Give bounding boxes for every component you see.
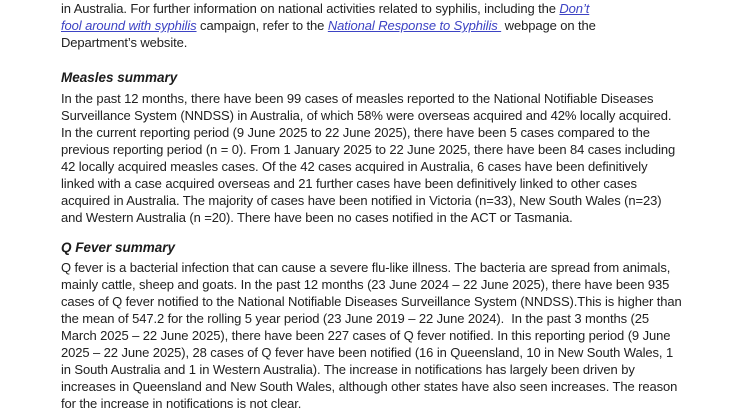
text-line: linked with a case acquired overseas and 21 further cases have been definitively linked to other cases — [61, 176, 637, 191]
text-line: Department’s website. — [61, 35, 188, 50]
text-line — [61, 17, 721, 34]
qfever-paragraph — [61, 259, 721, 410]
text-line: cases of Q fever notified to the National Notifiable Diseases Surveillance System (NNDSS).This is higher than — [61, 294, 682, 309]
measles-summary-heading: Measles summary — [61, 70, 178, 85]
link-dont-fool-around-with-syphilis[interactable]: Don’t — [559, 1, 590, 16]
text-line: acquired in Australia. The majority of cases have been notified in Victoria (n=33), New South Wales (n=23) — [61, 193, 662, 208]
intro-text-2: campaign, refer to the — [196, 18, 328, 33]
text-line: In the past 12 months, there have been 99 cases of measles reported to the National Notifiable Diseases — [61, 91, 654, 106]
measles-paragraph — [61, 90, 721, 226]
text-line: 42 locally acquired measles cases. Of the 42 cases acquired in Australia, 6 cases have been definitively — [61, 159, 648, 174]
text-line: mainly cattle, sheep and goats. In the past 12 months (23 June 2024 – 22 June 2025), there have been 935 — [61, 277, 670, 292]
intro-paragraph — [61, 0, 721, 51]
link-national-response-to-syphilis[interactable]: National Response to Syphilis — [327, 18, 502, 33]
text-line: Surveillance System (NNDSS) in Australia, of which 58% were overseas acquired and 42% locally acquired. — [61, 108, 672, 123]
text-line: Q fever is a bacterial infection that can cause a severe flu-like illness. The bacteria are spread from animals, — [61, 260, 671, 275]
link-dont-fool-around-with-syphilis[interactable]: fool around with syphilis — [61, 18, 197, 33]
text-line: March 2025 – 22 June 2025), there have been 227 cases of Q fever notified. In this reporting period (9 June — [61, 328, 671, 343]
text-line — [61, 0, 721, 17]
text-line: previous reporting period (n = 0). From 1 January 2025 to 22 June 2025, there have been 84 cases including — [61, 142, 676, 157]
text-line: the mean of 547.2 for the rolling 5 year period (23 June 2019 – 22 June 2024). In the past 3 months (25 — [61, 311, 649, 326]
qfever-summary-heading: Q Fever summary — [61, 240, 176, 255]
intro-text-1: in Australia. For further information on national activities related to syphilis, including the — [61, 1, 560, 16]
text-line: in South Australia and 1 in Western Australia). The increase in notifications has largely been driven by — [61, 362, 635, 377]
text-line: increases in Queensland and New South Wales, although other states have also seen increases. The reason — [61, 379, 678, 394]
intro-text-3: webpage on the — [501, 18, 596, 33]
text-line: for the increase in notifications is not clear. — [61, 396, 302, 410]
text-line: 2025 – 22 June 2025), 28 cases of Q fever have been notified (16 in Queensland, 10 in New South Wales, 1 — [61, 345, 674, 360]
text-line: In the current reporting period (9 June 2025 to 22 June 2025), there have been 5 cases compared to the — [61, 125, 650, 140]
text-line: and Western Australia (n =20). There have been no cases notified in the ACT or Tasmania. — [61, 210, 573, 225]
